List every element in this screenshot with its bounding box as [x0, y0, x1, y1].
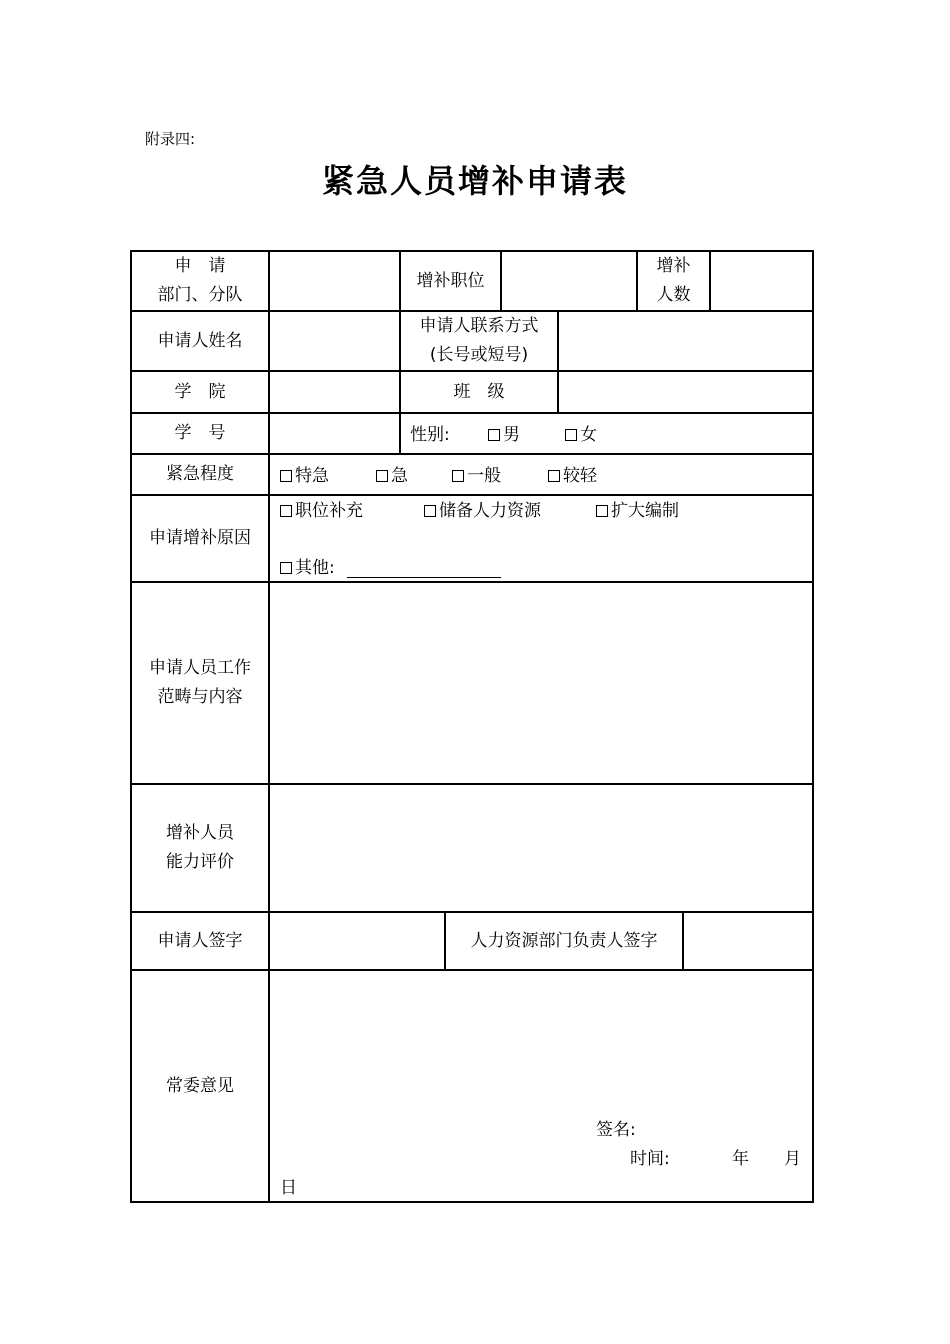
checkbox-icon[interactable]	[376, 470, 388, 482]
reason-option-other[interactable]	[280, 556, 501, 581]
committee-field[interactable]	[270, 971, 812, 1201]
contact-label-line1: 申请人联系方式	[419, 316, 539, 336]
checkbox-icon[interactable]	[280, 562, 292, 574]
gender-label: 性别:	[410, 425, 450, 445]
class-field[interactable]	[559, 372, 812, 412]
dept-field[interactable]	[270, 252, 399, 310]
scope-label-line2: 范畴与内容	[157, 687, 243, 707]
applicant-sign-label	[132, 913, 268, 969]
checkbox-icon[interactable]	[424, 505, 436, 517]
urgency-label-text: 紧急程度	[166, 464, 234, 484]
reason-label	[132, 496, 268, 581]
urgency-label	[132, 455, 268, 494]
checkbox-icon[interactable]	[280, 505, 292, 517]
count-field[interactable]	[711, 252, 812, 310]
gender-option-label: 女	[580, 425, 597, 445]
checkbox-icon[interactable]	[548, 470, 560, 482]
count-label-line1: 增补	[656, 256, 691, 276]
year-label: 年	[732, 1149, 749, 1169]
reason-label-text: 申请增补原因	[149, 528, 251, 548]
applicant-name-label-text: 申请人姓名	[157, 330, 243, 351]
college-label-text: 学 院	[174, 381, 226, 402]
urgency-option-label: 特急	[295, 466, 329, 486]
student-id-label	[132, 414, 268, 453]
dept-label-line2: 部门、分队	[157, 285, 243, 305]
reason-option-label: 扩大编制	[611, 501, 679, 521]
count-label-line2: 人数	[656, 285, 691, 305]
reason-other-label: 其他:	[295, 558, 335, 578]
contact-label-line2: (长号或短号)	[429, 345, 529, 365]
checkbox-icon[interactable]	[596, 505, 608, 517]
scope-label-line1: 申请人员工作	[149, 658, 251, 678]
signature-label: 签名:	[596, 1120, 636, 1140]
scope-label	[132, 583, 268, 783]
count-label	[638, 252, 709, 310]
hr-sign-label-text: 人力资源部门负责人签字	[470, 930, 658, 951]
urgency-option-critical[interactable]	[280, 464, 329, 489]
urgency-option-label: 急	[391, 466, 408, 486]
applicant-name-label	[132, 312, 268, 370]
ability-label-line1: 增补人员	[166, 823, 234, 843]
reason-option-fill-position[interactable]	[280, 499, 363, 524]
checkbox-icon[interactable]	[280, 470, 292, 482]
college-label	[132, 372, 268, 412]
checkbox-icon[interactable]	[488, 429, 500, 441]
reason-option-reserve-hr[interactable]	[424, 499, 541, 524]
checkbox-icon[interactable]	[452, 470, 464, 482]
urgency-option-normal[interactable]	[452, 464, 501, 489]
contact-field[interactable]	[559, 312, 812, 370]
class-label	[401, 372, 557, 412]
gender-option-male[interactable]	[488, 423, 520, 448]
ability-label	[132, 785, 268, 911]
college-field[interactable]	[270, 372, 399, 412]
other-input-line[interactable]	[347, 559, 501, 578]
urgency-option-label: 一般	[467, 466, 501, 486]
class-label-text: 班 级	[453, 381, 505, 402]
urgency-option-urgent[interactable]	[376, 464, 408, 489]
student-id-field[interactable]	[270, 414, 399, 453]
applicant-name-field[interactable]	[270, 312, 399, 370]
reason-option-label: 储备人力资源	[439, 501, 541, 521]
dept-label-line1: 申 请	[174, 256, 226, 276]
position-label	[401, 252, 500, 310]
ability-label-line2: 能力评价	[166, 852, 234, 872]
time-label: 时间:	[630, 1149, 670, 1169]
applicant-sign-field[interactable]	[270, 913, 444, 969]
ability-field[interactable]	[270, 785, 812, 911]
form-title: 紧急人员增补申请表	[321, 162, 628, 200]
hr-sign-field[interactable]	[684, 913, 812, 969]
gender-option-label: 男	[503, 425, 520, 445]
position-label-text: 增补职位	[416, 270, 485, 291]
urgency-option-minor[interactable]	[548, 464, 597, 489]
gender-option-female[interactable]	[565, 423, 597, 448]
urgency-option-label: 较轻	[563, 466, 597, 486]
reason-option-label: 职位补充	[295, 501, 363, 521]
scope-field[interactable]	[270, 583, 812, 783]
student-id-label-text: 学 号	[174, 423, 226, 443]
hr-sign-label	[446, 913, 682, 969]
day-label: 日	[280, 1178, 297, 1198]
applicant-sign-label-text: 申请人签字	[157, 930, 243, 951]
appendix-label: 附录四:	[145, 130, 196, 148]
checkbox-icon[interactable]	[565, 429, 577, 441]
reason-option-expand[interactable]	[596, 499, 679, 524]
contact-label	[401, 312, 557, 370]
dept-label	[132, 252, 268, 310]
month-label: 月	[784, 1149, 801, 1169]
position-field[interactable]	[502, 252, 636, 310]
committee-label-text: 常委意见	[166, 1075, 234, 1096]
committee-label	[132, 971, 268, 1201]
